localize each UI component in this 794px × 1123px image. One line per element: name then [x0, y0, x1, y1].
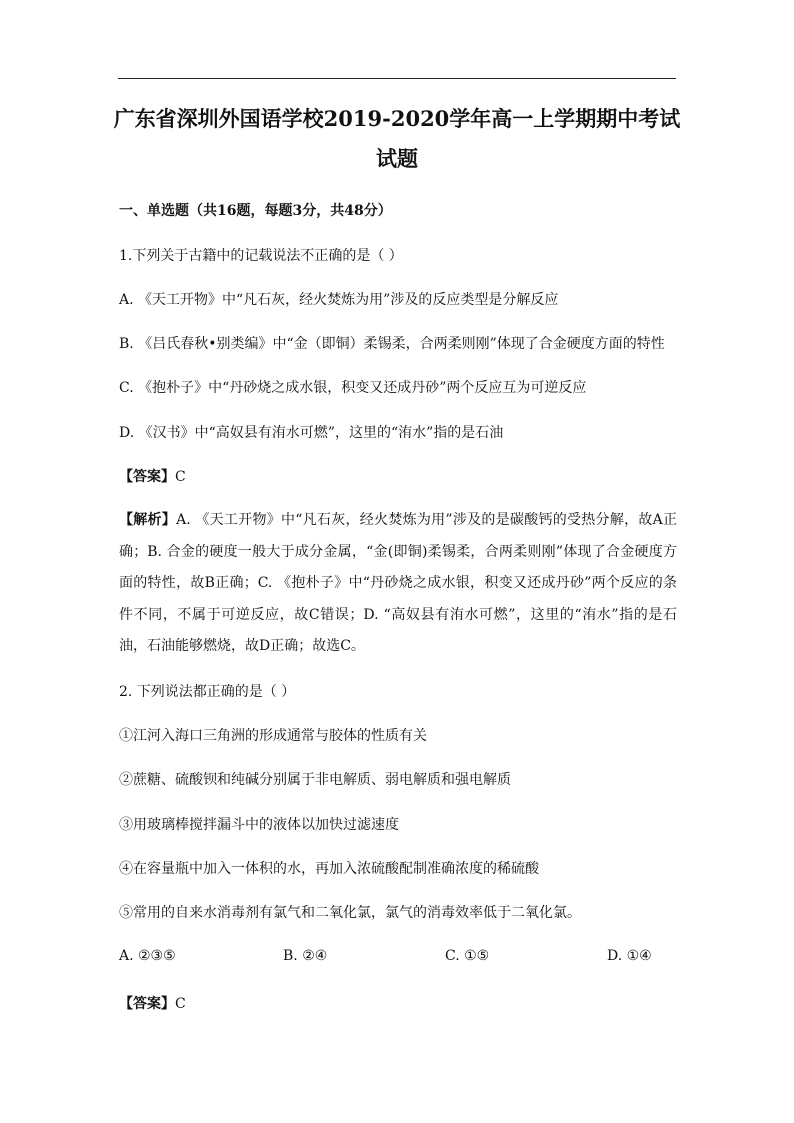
q2-statement-5: ⑤常用的自来水消毒剂有氯气和二氧化氯，氯气的消毒效率低于二氧化氯。 — [119, 905, 581, 921]
analysis-text: A. 《天工开物》中“凡石灰，经火焚炼为用”涉及的是碳酸钙的受热分解，故A正确；B. 合金的硬度一般大于成分金属，“金(即铜)柔锡柔，合两柔则刚”体现了合金硬度方面的特性，故B正确；C. 《抱朴子》中“丹砂烧之成水银，积变又还成丹砂”两个反应的条件不同，不属于可逆反应，故C错误；D. “高奴县有洧水可燃”，这里的“洧水”指的是石油，石油能够燃烧，故D正确；故选C。 — [119, 512, 678, 654]
analysis-label: 【解析】 — [119, 512, 177, 528]
q2-option-a: A. ②③⑤ — [119, 948, 176, 964]
q2-option-c: C. ①⑤ — [445, 948, 490, 964]
q2-statement-3: ③用玻璃棒搅拌漏斗中的液体以加快过滤速度 — [119, 817, 399, 833]
answer-label: 【答案】 — [119, 469, 175, 485]
q2-option-d: D. ①④ — [607, 948, 652, 964]
q1-option-c: C. 《抱朴子》中“丹砂烧之成水银，积变又还成丹砂”两个反应互为可逆反应 — [119, 380, 587, 396]
q2-statement-2: ②蔗糖、硫酸钡和纯碱分别属于非电解质、弱电解质和强电解质 — [119, 772, 511, 788]
q1-option-b: B. 《吕氏春秋•别类编》中“金（即铜）柔锡柔，合两柔则刚”体现了合金硬度方面的特性 — [119, 336, 665, 352]
q2-option-b: B. ②④ — [283, 948, 328, 964]
answer-value: C — [175, 996, 186, 1012]
q1-option-d: D. 《汉书》中“高奴县有洧水可燃”，这里的“洧水”指的是石油 — [119, 425, 504, 441]
q1-analysis — [119, 505, 677, 663]
q1-stem: 1.下列关于古籍中的记载说法不正确的是（ ） — [119, 248, 403, 264]
q2-stem: 2. 下列说法都正确的是（ ） — [119, 684, 296, 700]
q1-option-a: A. 《天工开物》中“凡石灰，经火焚炼为用”涉及的反应类型是分解反应 — [119, 292, 559, 308]
document-title-line2: 试题 — [376, 146, 418, 171]
q2-statement-1: ①江河入海口三角洲的形成通常与胶体的性质有关 — [119, 728, 427, 744]
answer-value: C — [175, 469, 186, 485]
section-heading: 一、单选题（共16题，每题3分，共48分） — [119, 203, 392, 219]
answer-label: 【答案】 — [119, 996, 175, 1012]
header-rule — [118, 78, 676, 79]
document-title-line1: 广东省深圳外国语学校2019-2020学年高一上学期期中考试 — [113, 106, 681, 131]
q2-statement-4: ④在容量瓶中加入一体积的水，再加入浓硫酸配制准确浓度的稀硫酸 — [119, 861, 539, 877]
q2-answer — [119, 993, 186, 1013]
q1-answer — [119, 466, 186, 486]
